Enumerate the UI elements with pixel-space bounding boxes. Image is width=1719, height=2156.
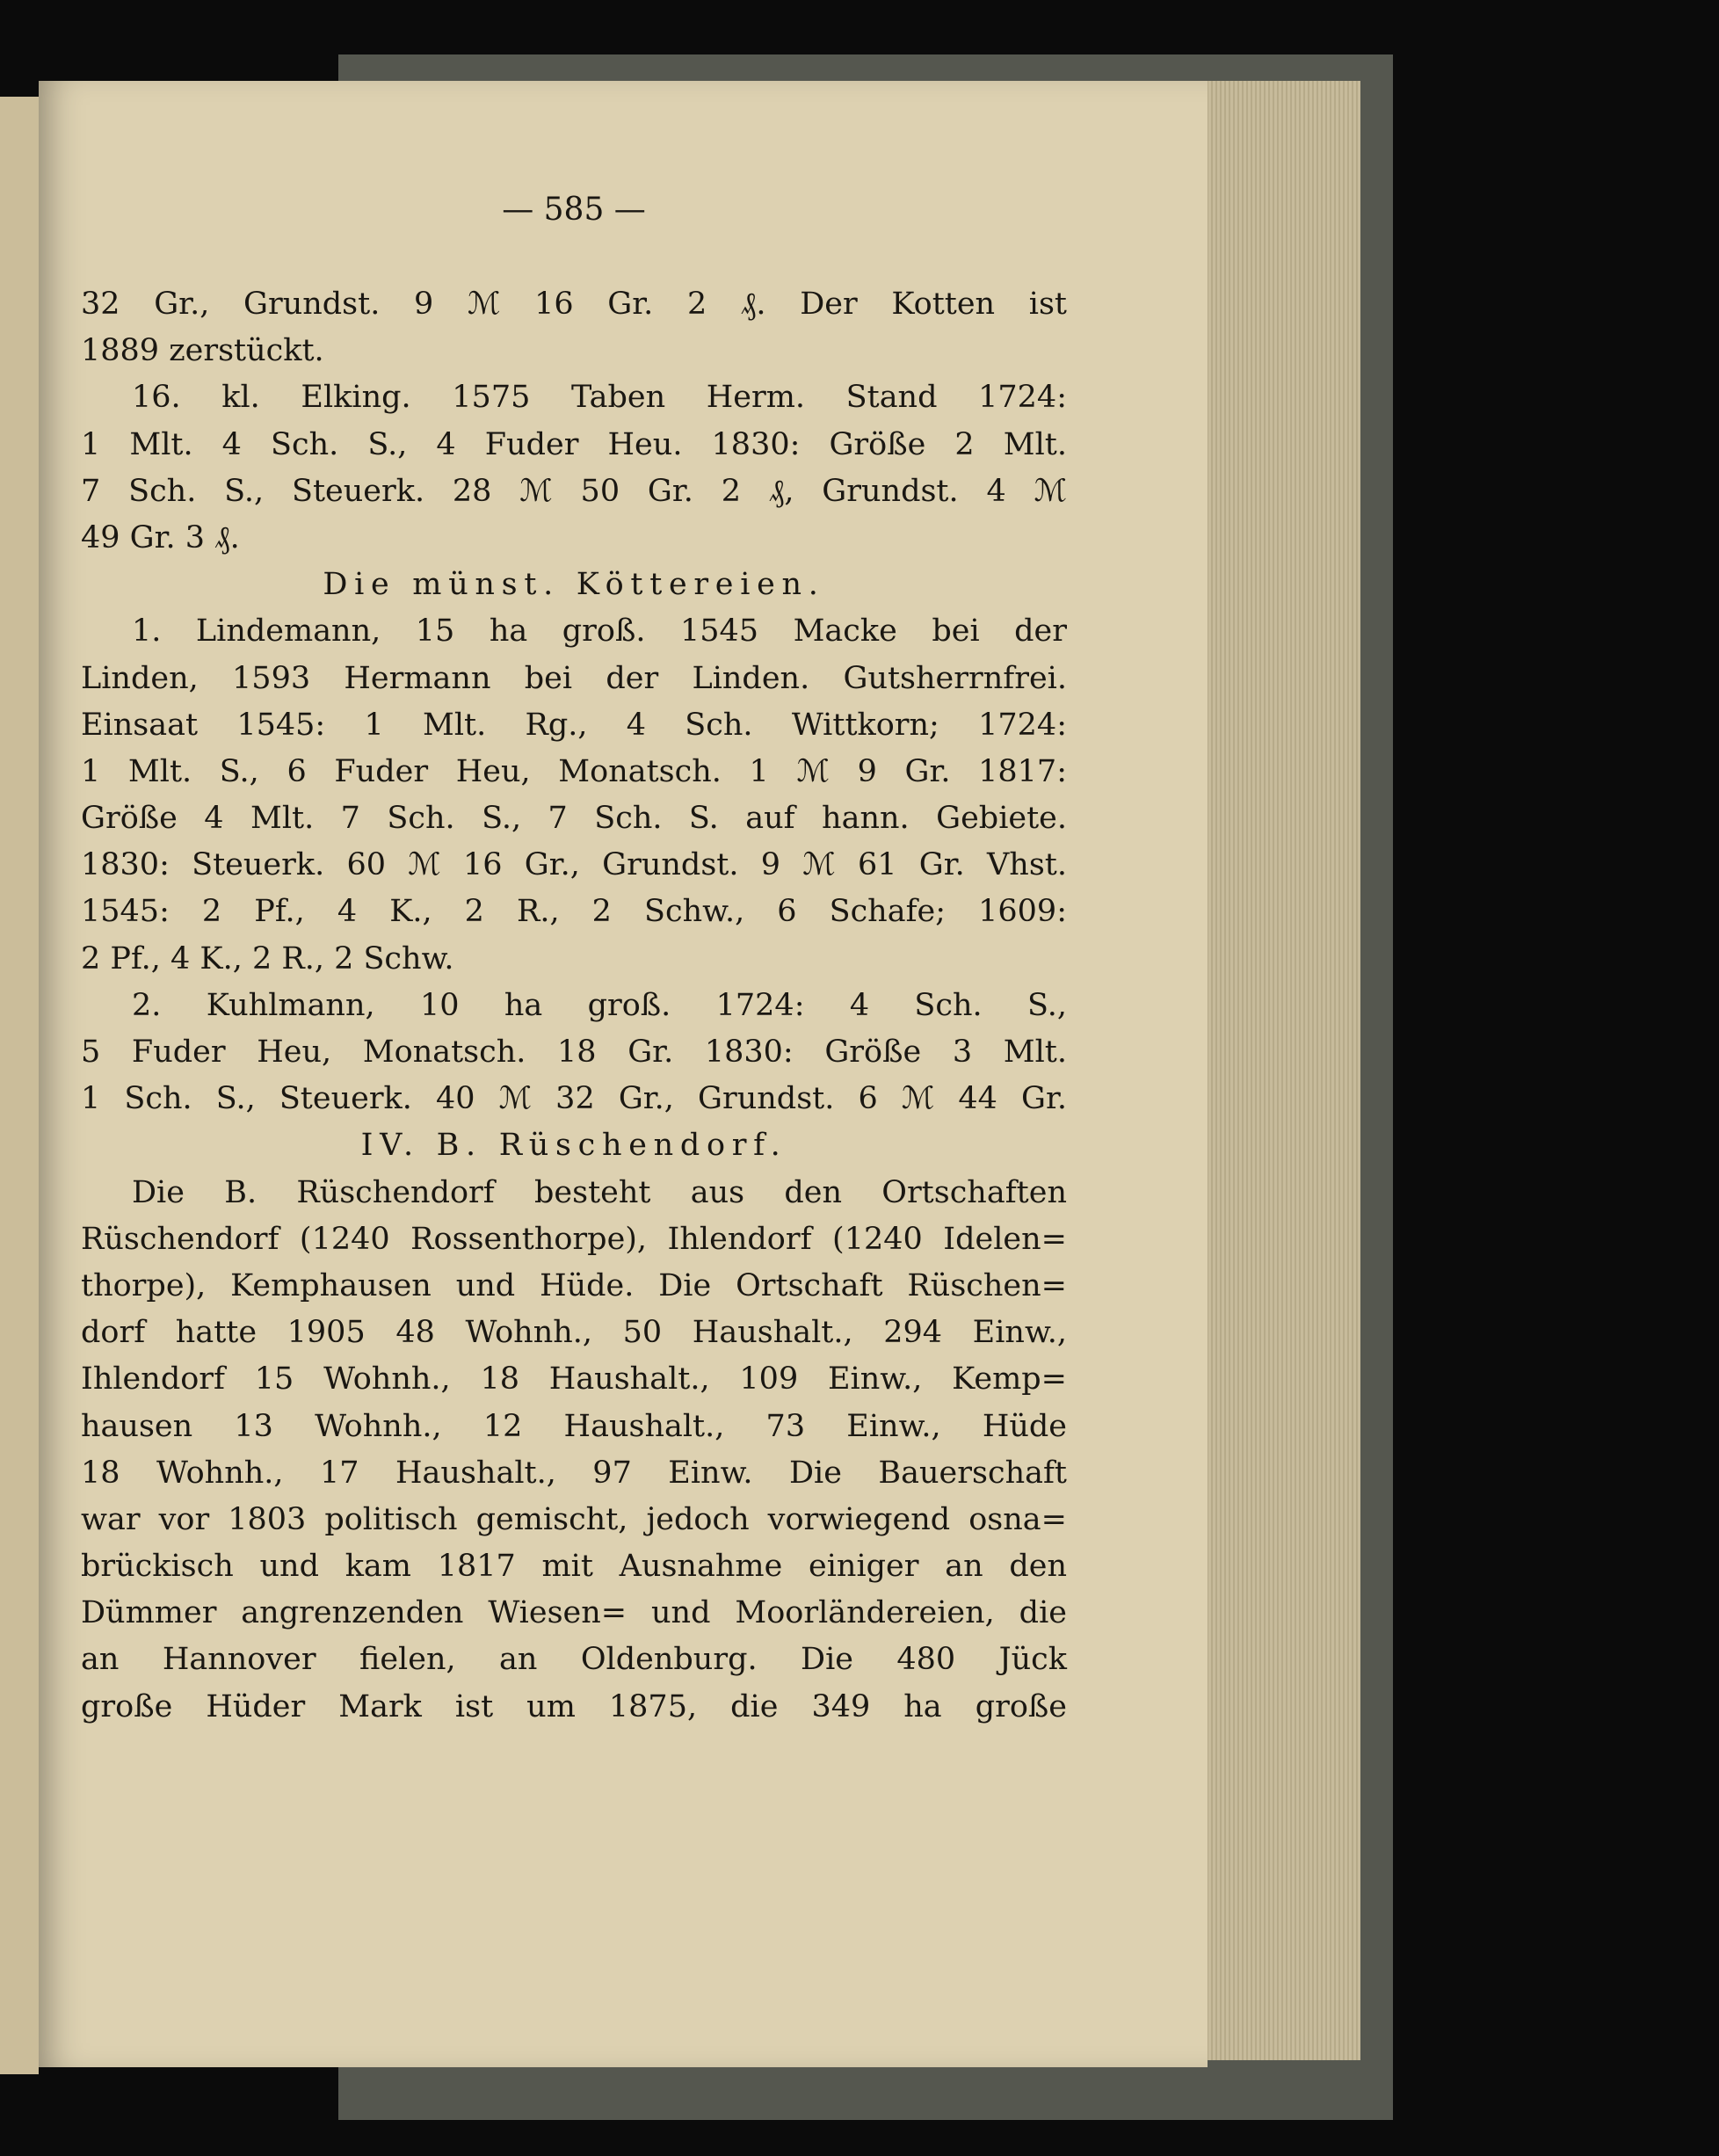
- page-number-header: — 585 —: [502, 192, 646, 228]
- text-line: 49 Gr. 3 ₰.: [81, 519, 240, 555]
- text-line: hausen 13 Wohnh., 12 Haushalt., 73 Einw., Hüde: [81, 1408, 1067, 1444]
- text-line: 7 Sch. S., Steuerk. 28 ℳ 50 Gr. 2 ₰, Grundst. 4 ℳ: [81, 473, 1067, 509]
- text-line: 1 Mlt. S., 6 Fuder Heu, Monatsch. 1 ℳ 9 Gr. 1817:: [81, 753, 1067, 789]
- text-line: 5 Fuder Heu, Monatsch. 18 Gr. 1830: Größe 3 Mlt.: [81, 1034, 1067, 1070]
- page-stack-edges: [1204, 81, 1360, 2060]
- text-line: Ihlendorf 15 Wohnh., 18 Haushalt., 109 Einw., Kemp=: [81, 1361, 1067, 1397]
- text-line: Einsaat 1545: 1 Mlt. Rg., 4 Sch. Wittkorn; 1724:: [81, 707, 1067, 743]
- text-line: Rüschendorf (1240 Rossenthorpe), Ihlendorf (1240 Idelen=: [81, 1221, 1067, 1257]
- text-line: 1. Lindemann, 15 ha groß. 1545 Macke bei der: [132, 613, 1067, 650]
- text-line: Dümmer angrenzenden Wiesen= und Moorländereien, die: [81, 1595, 1067, 1631]
- text-line: dorf hatte 1905 48 Wohnh., 50 Haushalt., 294 Einw.,: [81, 1315, 1067, 1351]
- left-page-edge: [0, 97, 39, 2074]
- body-text: [81, 281, 1067, 1731]
- text-line: 1 Mlt. 4 Sch. S., 4 Fuder Heu. 1830: Größe 2 Mlt.: [81, 426, 1067, 462]
- text-line: 2 Pf., 4 K., 2 R., 2 Schw.: [81, 940, 454, 976]
- text-line: 18 Wohnh., 17 Haushalt., 97 Einw. Die Bauerschaft: [81, 1455, 1067, 1491]
- text-line: 1545: 2 Pf., 4 K., 2 R., 2 Schw., 6 Schafe; 1609:: [81, 894, 1067, 930]
- text-line: war vor 1803 politisch gemischt, jedoch vorwiegend osna=: [81, 1501, 1067, 1537]
- text-line: große Hüder Mark ist um 1875, die 349 ha große: [81, 1688, 1067, 1724]
- text-line: brückisch und kam 1817 mit Ausnahme einiger an den: [81, 1549, 1067, 1585]
- text-line: Die B. Rüschendorf besteht aus den Ortschaften: [132, 1174, 1067, 1210]
- section-heading: Die münst. Köttereien.: [323, 567, 825, 603]
- text-line: thorpe), Kemphausen und Hüde. Die Ortschaft Rüschen=: [81, 1267, 1067, 1303]
- section-heading: IV. B. Rüschendorf.: [360, 1128, 787, 1164]
- text-line: Größe 4 Mlt. 7 Sch. S., 7 Sch. S. auf hann. Gebiete.: [81, 801, 1067, 837]
- text-line: Linden, 1593 Hermann bei der Linden. Gutsherrnfrei.: [81, 660, 1067, 696]
- book-page: [39, 81, 1208, 2067]
- text-line: 32 Gr., Grundst. 9 ℳ 16 Gr. 2 ₰. Der Kotten ist: [81, 287, 1067, 322]
- text-line: an Hannover fielen, an Oldenburg. Die 480 Jück: [81, 1642, 1067, 1678]
- text-line: 1830: Steuerk. 60 ℳ 16 Gr., Grundst. 9 ℳ 61 Gr. Vhst.: [81, 847, 1067, 883]
- text-line: 1 Sch. S., Steuerk. 40 ℳ 32 Gr., Grundst. 6 ℳ 44 Gr.: [81, 1081, 1067, 1117]
- text-line: 2. Kuhlmann, 10 ha groß. 1724: 4 Sch. S.,: [132, 987, 1067, 1023]
- text-line: 1889 zerstückt.: [81, 333, 324, 369]
- text-line: 16. kl. Elking. 1575 Taben Herm. Stand 1724:: [132, 380, 1067, 416]
